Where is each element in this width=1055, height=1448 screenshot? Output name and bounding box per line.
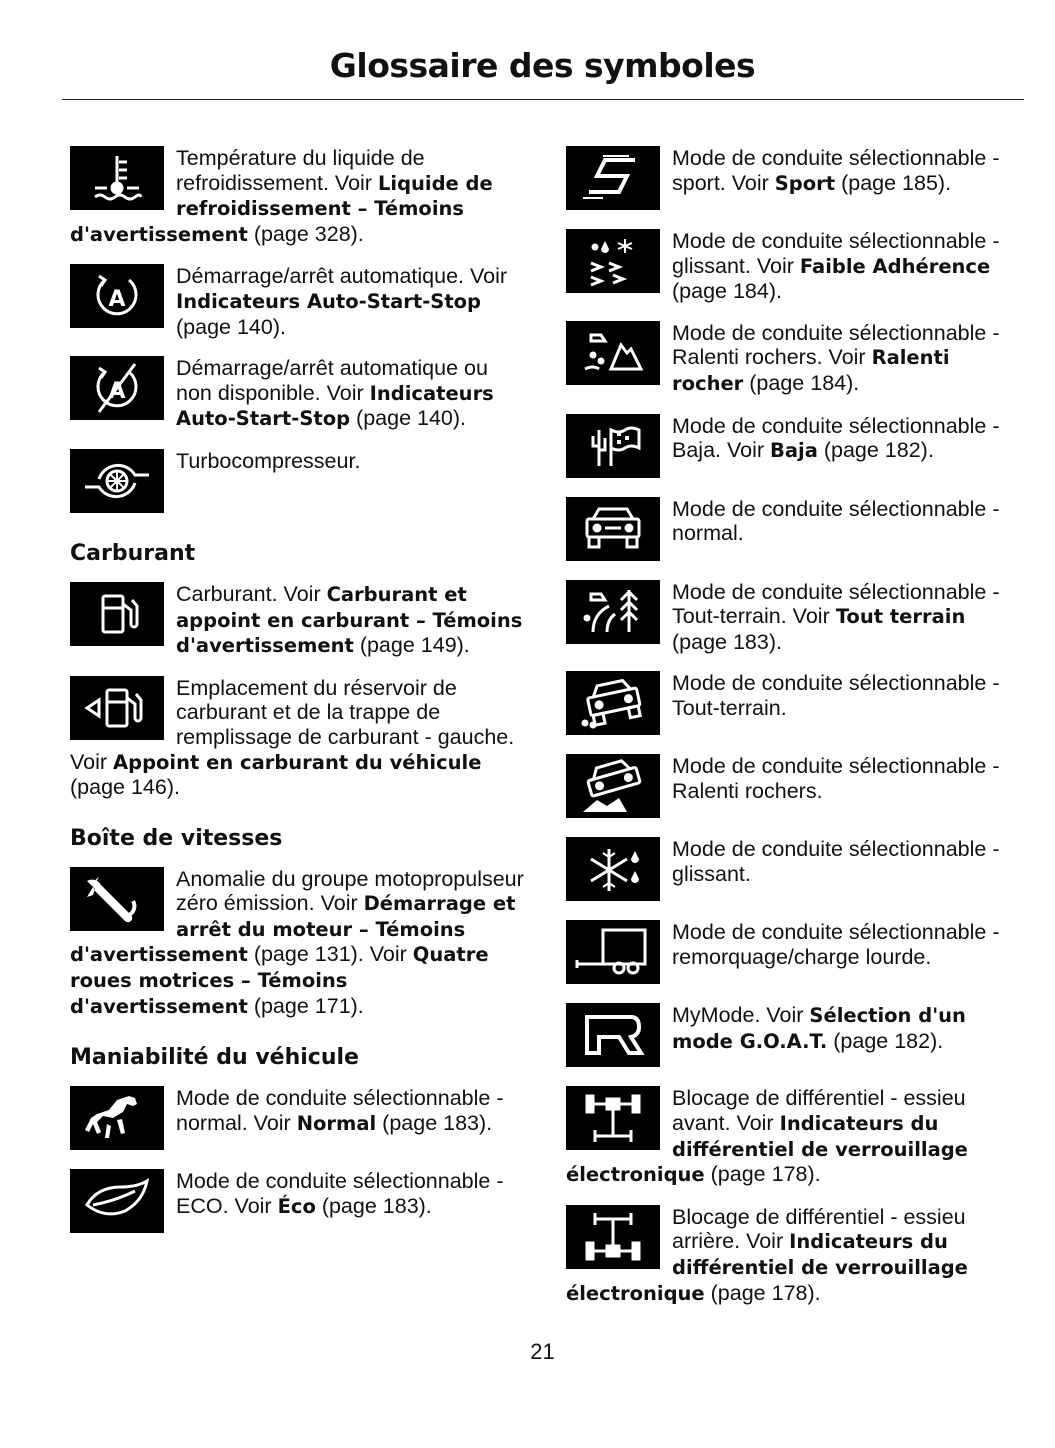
entry-text: Carburant. Voir (176, 581, 327, 606)
page-reference: (page 146). (70, 775, 180, 800)
page-reference: (page 185). (835, 170, 952, 195)
symbol-entry (566, 321, 1021, 397)
page-reference: (page 183). (315, 1193, 432, 1218)
fuel-icon (70, 582, 164, 646)
symbol-entry (70, 356, 525, 432)
symbol-entry (566, 837, 1021, 903)
symbol-entry (70, 1086, 525, 1152)
page-reference: (page 140). (350, 406, 467, 431)
cross-reference: Éco (277, 1194, 316, 1218)
page-reference: (page 149). (353, 633, 470, 658)
symbol-entry (70, 146, 525, 247)
symbol-entry (566, 1003, 1021, 1069)
page-title: Glossaire des symboles (329, 46, 756, 85)
rear-diff-lock-icon (566, 1205, 660, 1269)
entry-text: Anomalie du groupe motopropulseur zéro émission. Voir (176, 866, 524, 916)
eco-leaf-icon (70, 1169, 164, 1233)
entry-text: Mode de conduite sélectionnable - ECO. Voir (176, 1169, 504, 1218)
entry-text: Mode de conduite sélectionnable - Tout-terrain. (672, 671, 1000, 720)
section-heading: Maniabilité du véhicule (70, 1045, 359, 1071)
turbocharger-icon (70, 449, 164, 513)
cross-reference: Baja (770, 439, 818, 463)
cross-reference: Indicateurs Auto-Start-Stop (176, 289, 482, 313)
cross-reference: Normal (296, 1111, 377, 1135)
section-heading: Carburant (70, 540, 196, 566)
entry-text: Démarrage/arrêt automatique ou non disponible. Voir (176, 356, 488, 405)
symbol-entry (566, 671, 1021, 737)
entry-text: Blocage de différentiel - essieu arrière. Voir (672, 1204, 966, 1254)
page-number: 21 (530, 1339, 555, 1364)
page-reference: (page 184). (743, 370, 860, 395)
page-reference: (page 140). (176, 314, 286, 339)
symbol-entry (566, 1205, 1021, 1306)
page-reference: (page 183). (672, 629, 782, 654)
page-reference: (page 328). (247, 221, 364, 246)
entry-text: MyMode. Voir (672, 1003, 810, 1028)
symbol-entry (70, 582, 525, 659)
rock-crawl-vehicle-icon (566, 754, 660, 818)
entry-text: Démarrage/arrêt automatique. Voir (176, 264, 508, 289)
symbol-entry (70, 1169, 525, 1235)
symbol-entry (566, 414, 1021, 480)
page-reference: (page 182). (827, 1028, 944, 1053)
symbol-entry (70, 867, 525, 1020)
cross-reference: Ralenti rocher (672, 346, 950, 395)
slippery-mode-icon (566, 229, 660, 293)
title-rule (62, 99, 1024, 100)
entry-text: Mode de conduite sélectionnable - Tout-terrain. Voir (672, 579, 1000, 629)
entry-text: Mode de conduite sélectionnable - glissant. (672, 837, 1000, 886)
page-reference: (page 131). Voir (247, 942, 413, 967)
entry-text: Mode de conduite sélectionnable - glissant. Voir (672, 229, 1000, 278)
wrench-icon (70, 867, 164, 931)
svg-text:A: A (108, 379, 126, 405)
symbol-entry (566, 497, 1021, 563)
entry-text: Blocage de différentiel - essieu avant. Voir (672, 1086, 966, 1135)
fuel-door-left-icon (70, 676, 164, 740)
cross-reference: Démarrage et arrêt du moteur – Témoins d'avertissement (70, 892, 516, 967)
cross-reference: Appoint en carburant du véhicule (113, 750, 482, 774)
left-column (70, 146, 525, 1252)
auto-start-stop-off-icon (70, 356, 164, 420)
entry-text: Turbocompresseur. (176, 448, 361, 473)
cross-reference: Tout terrain (835, 605, 966, 629)
trailer-tow-icon (566, 920, 660, 984)
entry-text: Température du liquide de refroidissement. Voir (176, 146, 425, 195)
cross-reference: Sélection d'un mode G.O.A.T. (672, 1004, 966, 1053)
mymode-icon (566, 1003, 660, 1067)
off-road-mode-icon (566, 580, 660, 644)
entry-text: Mode de conduite sélectionnable - Baja. Voir (672, 413, 1000, 463)
entry-text: Mode de conduite sélectionnable - normal. (672, 496, 1000, 546)
entry-text: Mode de conduite sélectionnable - remorquage/charge lourde. (672, 920, 1000, 969)
section-heading: Boîte de vitesses (70, 825, 283, 851)
cross-reference: Indicateurs du différentiel de verrouillage électronique (566, 1230, 968, 1305)
baja-mode-icon (566, 414, 660, 478)
page-reference: (page 171). (247, 993, 364, 1018)
snowflake-icon (566, 837, 660, 901)
symbol-entry (70, 449, 525, 515)
entry-text: Mode de conduite sélectionnable - Ralenti rochers. Voir (672, 320, 1000, 370)
cross-reference: Liquide de refroidissement – Témoins d'avertissement (70, 171, 493, 246)
page-reference: (page 182). (817, 438, 934, 463)
rock-crawl-icon (566, 321, 660, 385)
symbol-entry (566, 754, 1021, 820)
symbol-entry (566, 146, 1021, 212)
cross-reference: Quatre roues motrices – Témoins d'avertissement (70, 943, 489, 1018)
auto-start-stop-icon (70, 264, 164, 328)
symbol-entry (566, 1086, 1021, 1187)
symbol-entry (566, 920, 1021, 986)
symbol-entry (566, 580, 1021, 655)
entry-text: Mode de conduite sélectionnable - sport. Voir (672, 146, 1000, 195)
off-road-vehicle-icon (566, 671, 660, 735)
coolant-temperature-icon (70, 146, 164, 210)
svg-text:A: A (108, 287, 126, 313)
bronco-horse-icon (70, 1086, 164, 1150)
symbol-entry (70, 264, 525, 339)
page-reference: (page 184). (672, 279, 782, 304)
page-reference: (page 178). (704, 1280, 821, 1305)
page-reference: (page 178). (704, 1162, 821, 1187)
entry-text: Mode de conduite sélectionnable - Ralenti rochers. (672, 754, 1000, 803)
cross-reference: Carburant et appoint en carburant – Témoins d'avertissement (176, 582, 523, 658)
cross-reference: Faible Adhérence (799, 254, 991, 278)
cross-reference: Indicateurs du différentiel de verrouillage électronique (566, 1111, 968, 1187)
entry-text: Emplacement du réservoir de carburant et de la trappe de remplissage de carburant - gauche. Voir (70, 675, 515, 774)
cross-reference: Sport (774, 171, 836, 195)
page-reference: (page 183). (376, 1110, 493, 1135)
right-column (566, 146, 1021, 1323)
normal-vehicle-icon (566, 497, 660, 561)
symbol-entry (566, 229, 1021, 304)
entry-text: Mode de conduite sélectionnable - normal. Voir (176, 1086, 504, 1135)
cross-reference: Indicateurs Auto-Start-Stop (176, 381, 494, 431)
sport-mode-icon (566, 146, 660, 210)
symbol-entry (70, 676, 525, 800)
front-diff-lock-icon (566, 1086, 660, 1150)
